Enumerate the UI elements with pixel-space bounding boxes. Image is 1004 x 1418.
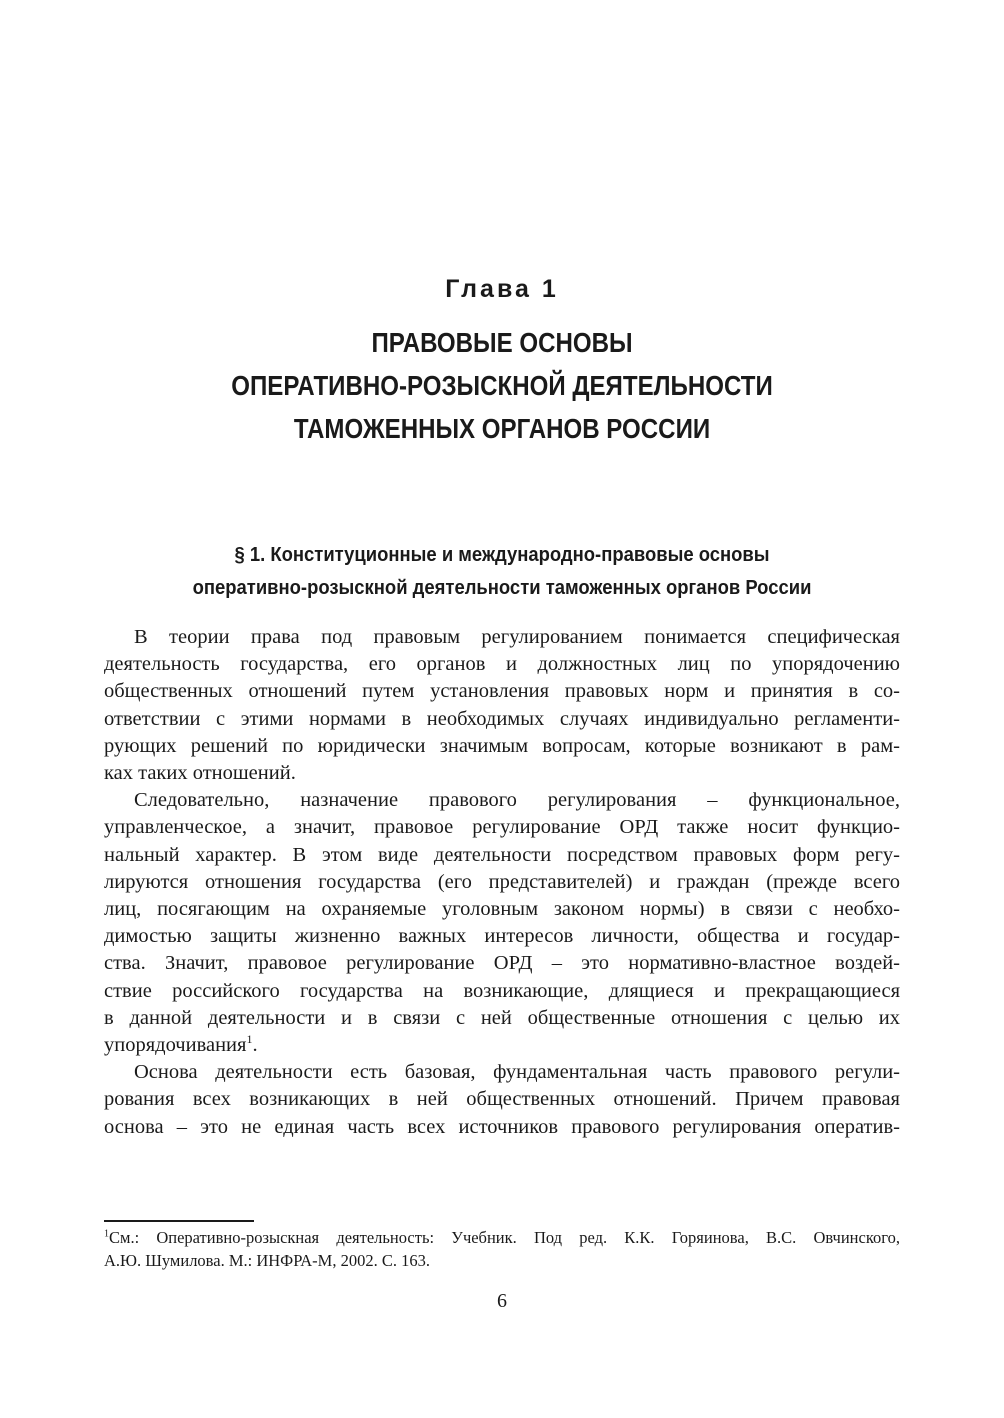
- footnote-text: См.: Оперативно-розыскная деятельность: Учебник. Под ред. К.К. Горяинова, В.С. Овчинского,: [109, 1228, 900, 1247]
- text-line: рующих решений по юридически значимым вопросам, которые возникают в рам-: [104, 734, 900, 757]
- text-line: рования всех возникающих в ней общественных отношений. Причем правовая: [104, 1088, 900, 1111]
- chapter-title-line: ТАМОЖЕННЫХ ОРГАНОВ РОССИИ: [293, 413, 711, 444]
- text-line: управленческое, а значит, правовое регулирование ОРД также носит функцио-: [104, 816, 900, 839]
- text-line-end: .: [252, 1034, 258, 1057]
- text-line: в данной деятельности и в связи с ней общественные отношения с целью их: [104, 1006, 900, 1029]
- text-line: лиц, посягающим на охраняемые уголовным законом нормы) в связи с необхо-: [104, 898, 900, 921]
- text-line: нальный характер. В этом виде деятельности посредством правовых форм регу-: [104, 843, 900, 866]
- text-line: Следовательно, назначение правового регулирования – функциональное,: [134, 789, 900, 812]
- footnote-reference[interactable]: 1: [246, 1032, 253, 1047]
- text-line: Основа деятельности есть базовая, фундаментальная часть правового регули-: [134, 1061, 900, 1084]
- footnote-marker: 1: [104, 1228, 109, 1240]
- chapter-title-line: ОПЕРАТИВНО-РОЗЫСКНОЙ ДЕЯТЕЛЬНОСТИ: [231, 370, 773, 401]
- section-title-line: § 1. Конституционные и международно-правовые основы: [234, 543, 770, 566]
- footnote-divider: [104, 1220, 254, 1222]
- text-line: ках таких отношений.: [104, 762, 296, 785]
- text-line-content: упорядочивания: [104, 1034, 247, 1057]
- text-line: ства. Значит, правовое регулирование ОРД – это нормативно-властное воздей-: [104, 952, 900, 975]
- footnote-line: [104, 1227, 900, 1250]
- page-number: 6: [497, 1290, 507, 1312]
- footnote-line: А.Ю. Шумилова. М.: ИНФРА-М, 2002. С. 163.: [104, 1250, 430, 1270]
- chapter-title-line: ПРАВОВЫЕ ОСНОВЫ: [371, 327, 633, 358]
- paragraph-3: [104, 1059, 900, 1141]
- text-line: общественных отношений путем установления правовых норм и принятия в со-: [104, 680, 900, 703]
- paragraph-1: [104, 624, 900, 787]
- text-line: димостью защиты жизненно важных интересов личности, общества и государ-: [104, 925, 900, 948]
- text-line: основа – это не единая часть всех источников правового регулирования оператив-: [104, 1115, 900, 1138]
- text-line: [104, 1032, 900, 1059]
- chapter-label: Глава 1: [445, 275, 559, 303]
- paragraph-2: [104, 787, 900, 1059]
- footnote: [104, 1227, 900, 1272]
- section-title: [50, 538, 954, 604]
- text-line: ствие российского государства на возникающие, длящиеся и прекращающиеся: [104, 979, 900, 1002]
- body-text: [104, 624, 900, 1141]
- section-title-line: оперативно-розыскной деятельности таможенных органов России: [192, 576, 812, 599]
- text-line: В теории права под правовым регулированием понимается специфическая: [134, 626, 900, 648]
- text-line: лируются отношения государства (его представителей) и граждан (прежде всего: [104, 870, 900, 893]
- chapter-title: [70, 321, 933, 450]
- text-line: ответствии с этими нормами в необходимых случаях индивидуально регламенти-: [104, 707, 900, 730]
- text-line: деятельность государства, его органов и должностных лиц по упорядочению: [104, 653, 900, 676]
